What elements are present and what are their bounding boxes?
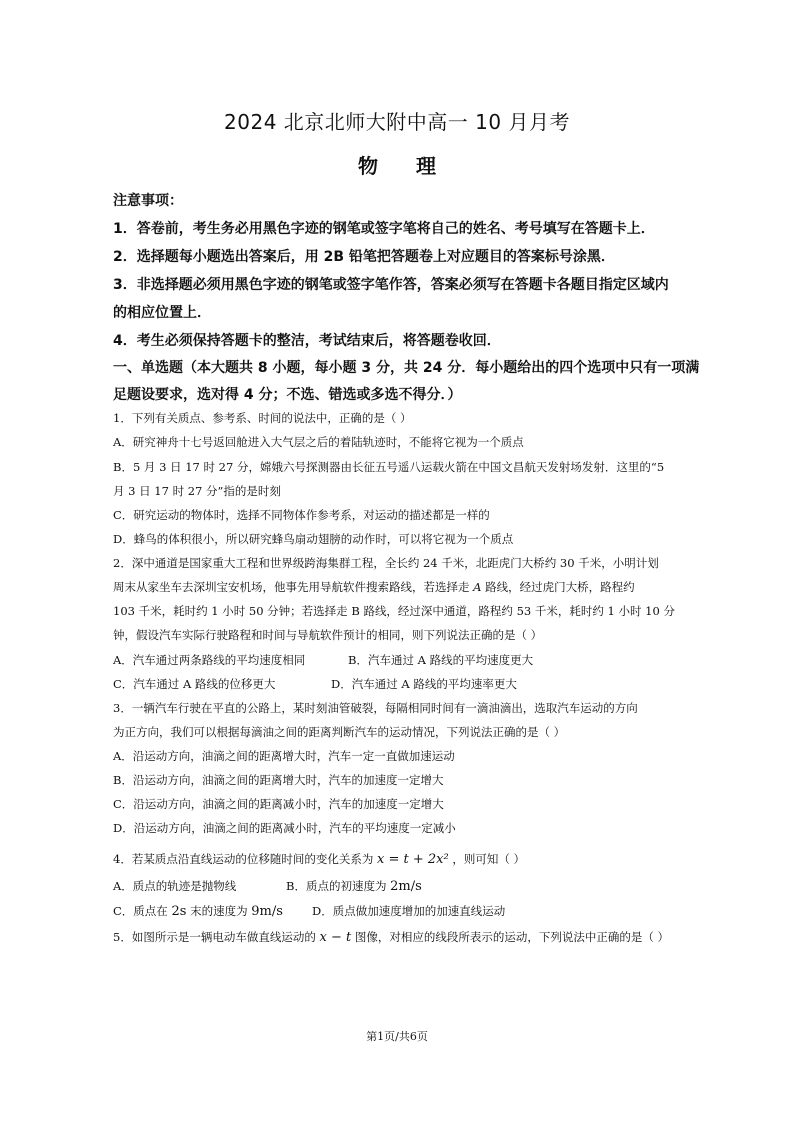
q4-option-c-text: C．质点在 [113, 904, 168, 918]
q2-stem-line4: 钟，假设汽车实际行驶路程和时间与导航软件预计的相同，则下列说法正确的是（ ） [113, 628, 543, 642]
q2-option-b: B．汽车通过 A 路线的平均速度更大 [348, 653, 534, 667]
q2-stem-line2-text: 周末从家坐车去深圳宝安机场，他事先用导航软件搜索路线，若选择走 [113, 580, 470, 594]
q2-stem-line3: 103 千米，耗时约 1 小时 50 分钟；若选择走 B 路线，经过深中通道，路程约 53 千米，耗时约 1 小时 10 分 [113, 604, 675, 618]
q5-stem-text-b: 图像，对相应的线段所表示的运动，下列说法中正确的是（ ） [354, 930, 670, 944]
subject-title: 物理 [358, 154, 474, 178]
q4-option-c-time: 2s [171, 904, 187, 919]
q3-option-b: B．沿运动方向，油滴之间的距离增大时，汽车的加速度一定增大 [113, 773, 444, 787]
notice-item-2: 2．选择题每小题选出答案后，用 2B 铅笔把答题卷上对应题目的答案标号涂黑． [113, 249, 615, 265]
q3-option-c: C．沿运动方向，油滴之间的距离减小时，汽车的加速度一定增大 [113, 797, 444, 811]
q4-option-c-text-b: 末的速度为 [190, 904, 248, 918]
q2-option-d: D．汽车通过 A 路线的平均速率更大 [331, 677, 517, 691]
q4-option-b [286, 878, 422, 894]
q3-stem-line1: 3．一辆汽车行驶在平直的公路上，某时刻油管破裂，每隔相同时间有一滴油滴出，选取汽车运动的方向 [113, 701, 638, 715]
q5-formula: x − t [319, 930, 352, 945]
exam-title: 2024 北京北师大附中高一 10 月月考 [224, 110, 570, 134]
notice-item-3: 3．非选择题必须用黑色字迹的钢笔或签字笔作答，答案必须写在答题卡各题目指定区域内 [113, 277, 669, 293]
q4-option-b-value: 2m/s [390, 879, 422, 894]
q1-option-a: A．研究神舟十七号返回舱进入大气层之后的着陆轨迹时，不能将它视为一个质点 [113, 435, 524, 449]
q4-stem [113, 851, 525, 867]
section-heading-cont: 足题设要求，选对得 4 分；不选、错选或多选不得分．） [113, 387, 462, 403]
q5-stem [113, 929, 669, 945]
notice-heading: 注意事项： [113, 193, 183, 209]
q4-option-c [113, 903, 283, 919]
q2-option-c: C．汽车通过 A 路线的位移更大 [113, 677, 276, 691]
q2-stem-line2-text-b: 路线，经过虎门大桥，路程约 [485, 580, 635, 594]
section-heading: 一、单选题（本大题共 8 小题，每小题 3 分，共 24 分．每小题给出的四个选项中只有一项满 [113, 360, 700, 376]
q4-option-d: D．质点做加速度增加的加速直线运动 [312, 904, 506, 918]
q4-option-c-value: 9m/s [251, 904, 283, 919]
q1-option-b-cont: 月 3 日 17 时 27 分”指的是时刻 [113, 484, 281, 498]
q4-stem-text: 4．若某质点沿直线运动的位移随时间的变化关系为 [113, 852, 374, 866]
q1-stem: 1．下列有关质点、参考系、时间的说法中，正确的是（ ） [113, 411, 412, 425]
q2-option-a: A．汽车通过两条路线的平均速度相同 [113, 653, 306, 667]
q1-option-d: D．蜂鸟的体积很小，所以研究蜂鸟扇动翅膀的动作时，可以将它视为一个质点 [113, 532, 514, 546]
q4-option-b-text: B．质点的初速度为 [286, 879, 387, 893]
notice-item-3-cont: 的相应位置上． [113, 305, 211, 321]
q3-stem-line2: 为正方向，我们可以根据每滴油之间的距离判断汽车的运动情况，下列说法正确的是（ ） [113, 725, 566, 739]
q2-route-a-var: A [473, 580, 482, 594]
q1-option-c: C．研究运动的物体时，选择不同物体作参考系，对运动的描述都是一样的 [113, 508, 490, 522]
q4-stem-text-b: ，则可知（ ） [452, 852, 525, 866]
q5-stem-text: 5．如图所示是一辆电动车做直线运动的 [113, 930, 316, 944]
q2-stem-line1: 2．深中通道是国家重大工程和世界级跨海集群工程，全长约 24 千米，北距虎门大桥约 30 千米，小明计划 [113, 556, 659, 570]
q4-option-a: A．质点的轨迹是抛物线 [113, 879, 237, 893]
q4-formula: x = t + 2x² [376, 852, 449, 867]
notice-item-1: 1．答卷前，考生务必用黑色字迹的钢笔或签字笔将自己的姓名、考号填写在答题卡上． [113, 221, 655, 237]
page-footer: 第1页/共6页 [366, 1030, 428, 1043]
q2-stem-line2 [113, 579, 635, 595]
notice-item-4: 4．考生必须保持答题卡的整洁，考试结束后，将答题卷收回． [113, 333, 501, 349]
q1-option-b: B．5 月 3 日 17 时 27 分，嫦娥六号探测器由长征五号遥八运载火箭在中国文昌航天发射场发射．这里的“5 [113, 460, 665, 474]
q3-option-a: A．沿运动方向，油滴之间的距离增大时，汽车一定一直做加速运动 [113, 749, 455, 763]
q3-option-d: D．沿运动方向，油滴之间的距离减小时，汽车的平均速度一定减小 [113, 821, 456, 835]
